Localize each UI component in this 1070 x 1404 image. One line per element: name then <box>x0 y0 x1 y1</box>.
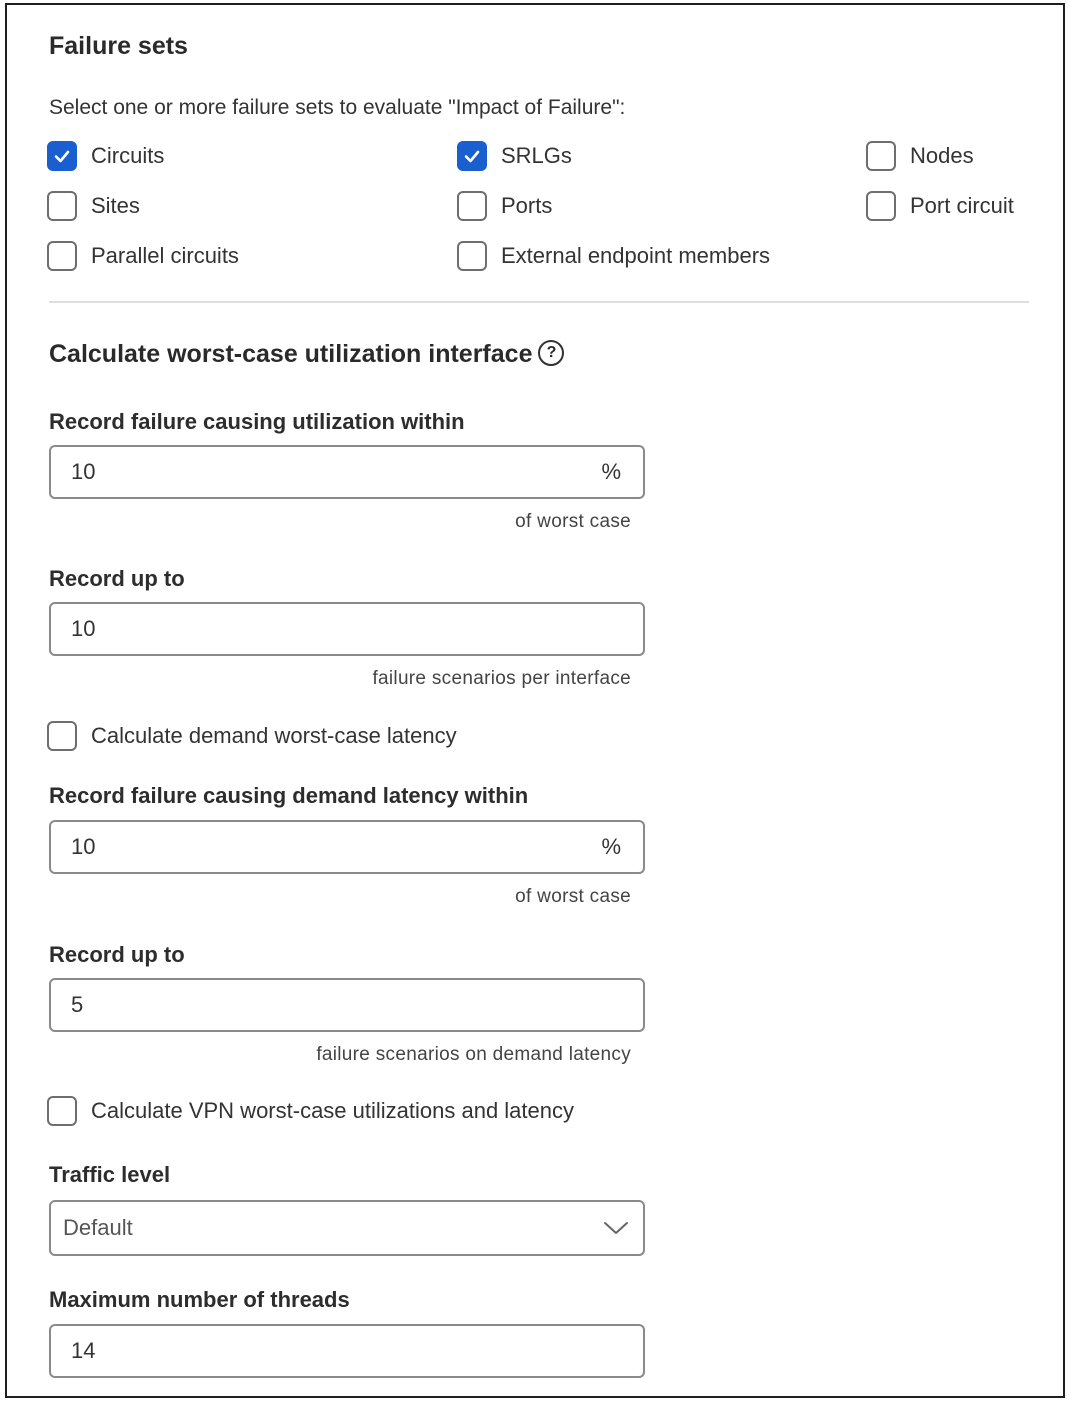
percent-unit: % <box>601 459 621 484</box>
checkbox-nodes[interactable] <box>866 141 974 171</box>
checkbox-label: Calculate demand worst-case latency <box>91 723 457 748</box>
input-value: 10 <box>71 616 96 641</box>
checkbox-vpn-worst-case[interactable] <box>47 1096 574 1126</box>
traffic-level-label: Traffic level <box>49 1162 171 1187</box>
util-record-hint: failure scenarios per interface <box>372 668 631 689</box>
checkbox-box[interactable] <box>47 721 77 751</box>
traffic-level-select[interactable] <box>49 1200 645 1256</box>
checkbox-box[interactable] <box>47 191 77 221</box>
checkbox-box[interactable] <box>457 141 487 171</box>
threads-input[interactable] <box>49 1324 645 1378</box>
check-icon <box>462 146 482 166</box>
section-divider <box>49 301 1029 303</box>
input-value: 10 <box>71 459 96 484</box>
checkbox-label: External endpoint members <box>501 243 771 268</box>
latency-record-input[interactable] <box>49 978 645 1032</box>
chevron-down-icon <box>603 1220 629 1236</box>
checkbox-label: Sites <box>91 193 140 218</box>
checkbox-box[interactable] <box>457 191 487 221</box>
input-value: 5 <box>71 992 84 1017</box>
percent-unit: % <box>601 834 621 859</box>
checkbox-sites[interactable] <box>47 191 140 221</box>
input-value: 14 <box>71 1338 96 1363</box>
checkbox-ports[interactable] <box>457 191 552 221</box>
checkbox-label: Parallel circuits <box>91 243 239 268</box>
util-record-label: Record up to <box>49 566 185 591</box>
checkbox-parallel-circuits[interactable] <box>47 241 239 271</box>
latency-within-label: Record failure causing demand latency within <box>49 783 529 808</box>
checkbox-label: Nodes <box>910 143 974 168</box>
failure-sets-title: Failure sets <box>49 32 188 60</box>
util-within-label: Record failure causing utilization within <box>49 409 465 434</box>
worst-case-title-text: Calculate worst-case utilization interface <box>49 340 533 368</box>
help-icon[interactable]: ? <box>538 340 564 366</box>
latency-within-input[interactable] <box>49 820 645 874</box>
util-record-input[interactable] <box>49 602 645 656</box>
latency-record-label: Record up to <box>49 942 185 967</box>
checkbox-circuits[interactable] <box>47 141 164 171</box>
checkbox-srlgs[interactable] <box>457 141 572 171</box>
checkbox-demand-latency[interactable] <box>47 721 457 751</box>
input-value: 10 <box>71 834 96 859</box>
failure-sets-description: Select one or more failure sets to evaluate "Impact of Failure": <box>49 96 626 119</box>
util-within-input[interactable] <box>49 445 645 499</box>
checkbox-box[interactable] <box>866 191 896 221</box>
checkbox-external-endpoint-members[interactable] <box>457 241 770 271</box>
checkbox-label: Calculate VPN worst-case utilizations and latency <box>91 1098 575 1123</box>
checkbox-box[interactable] <box>457 241 487 271</box>
checkbox-label: Port circuit <box>910 193 1014 218</box>
checkbox-label: Circuits <box>91 143 165 168</box>
checkbox-box[interactable] <box>47 141 77 171</box>
threads-label: Maximum number of threads <box>49 1287 350 1312</box>
check-icon <box>52 146 72 166</box>
checkbox-box[interactable] <box>866 141 896 171</box>
checkbox-box[interactable] <box>47 241 77 271</box>
checkbox-label: Ports <box>501 193 553 218</box>
worst-case-title <box>49 340 564 369</box>
checkbox-box[interactable] <box>47 1096 77 1126</box>
checkbox-port-circuit[interactable] <box>866 191 1014 221</box>
util-within-hint: of worst case <box>515 511 631 532</box>
checkbox-label: SRLGs <box>501 143 572 168</box>
latency-record-hint: failure scenarios on demand latency <box>316 1044 631 1065</box>
latency-within-hint: of worst case <box>515 886 631 907</box>
settings-panel <box>5 3 1065 1398</box>
select-value: Default <box>63 1215 133 1240</box>
